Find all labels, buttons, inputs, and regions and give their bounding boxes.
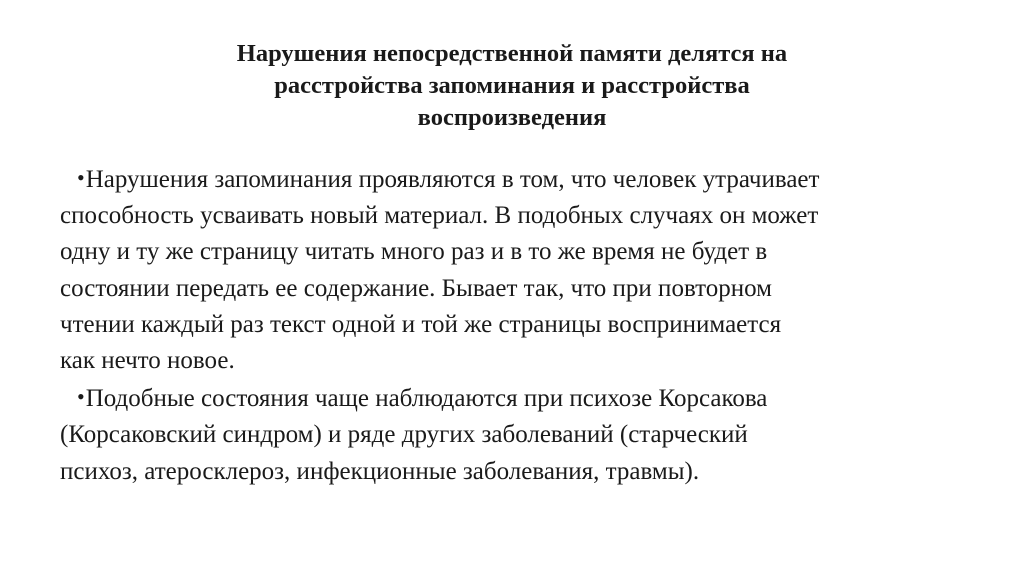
paragraph-line: одну и ту же страницу читать много раз и в то же время не будет в — [60, 238, 768, 266]
paragraph-line: психоз, атеросклероз, инфекционные заболевания, травмы). — [60, 457, 700, 485]
bullet-paragraph-korsakov — [60, 379, 990, 490]
bullet-icon: • — [77, 384, 85, 410]
slide-title-line: Нарушения непосредственной памяти делятся на — [236, 40, 788, 67]
bullet-icon: • — [77, 165, 85, 190]
paragraph-line: состоянии передать ее содержание. Бывает так, что при повторном — [60, 274, 772, 302]
paragraph-line: способность усваивать новый материал. В подобных случаях он может — [60, 202, 819, 230]
slide-body — [60, 160, 990, 490]
slide-title — [120, 38, 904, 134]
paragraph-line: •Нарушения запоминания проявляются в том, что человек утрачивает — [60, 160, 990, 198]
paragraph-line: (Корсаковский синдром) и ряде других заболеваний (старческий — [60, 421, 748, 449]
slide-title-line: воспроизведения — [417, 104, 607, 131]
bullet-paragraph-memorization — [60, 160, 990, 379]
paragraph-line: как нечто новое. — [60, 347, 235, 375]
paragraph-line: •Подобные состояния чаще наблюдаются при психозе Корсакова — [60, 379, 990, 417]
paragraph-line: чтении каждый раз текст одной и той же страницы воспринимается — [60, 310, 782, 338]
slide-title-line: расстройства запоминания и расстройства — [274, 72, 750, 99]
